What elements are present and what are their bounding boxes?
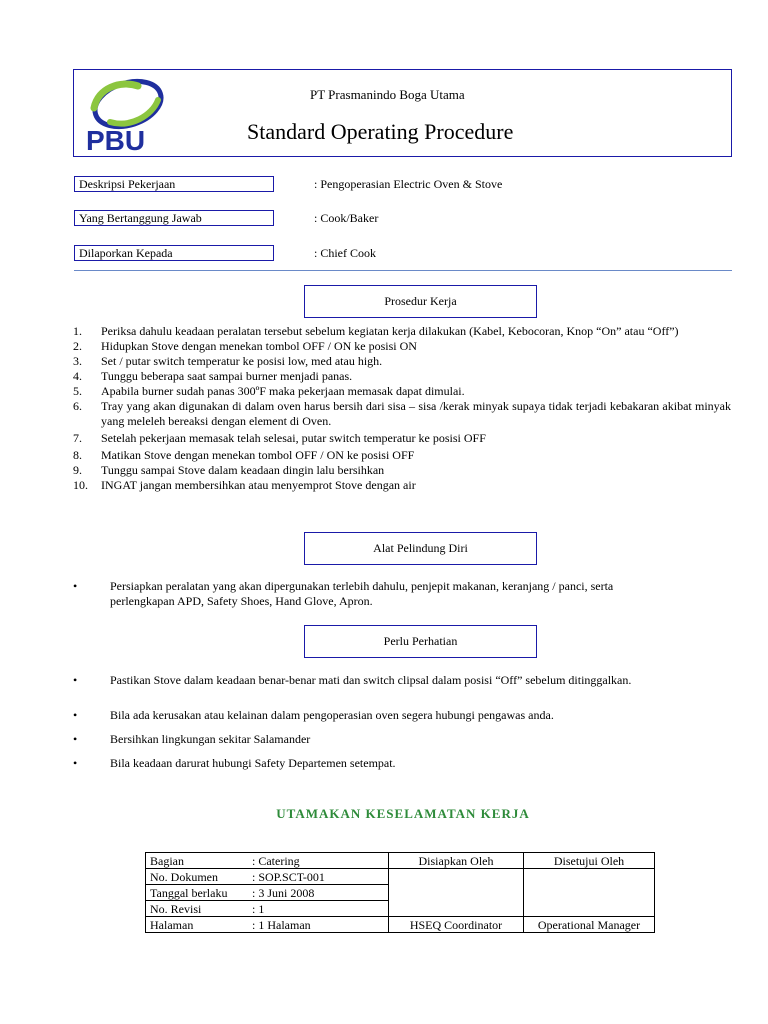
- procedure-step: 8. Matikan Stove dengan menekan tombol OFF / ON ke posisi OFF: [73, 448, 415, 462]
- section-prosedur-kerja: Prosedur Kerja: [304, 285, 537, 318]
- approved-by: Operational Manager: [524, 917, 655, 933]
- procedure-step: 2. Hidupkan Stove dengan menekan tombol OFF / ON ke posisi ON: [73, 339, 417, 353]
- safety-slogan: UTAMAKAN KESELAMATAN KERJA: [276, 806, 530, 821]
- document-control-table: [145, 852, 655, 933]
- info-label-tanggung-jawab: Yang Bertanggung Jawab: [74, 210, 274, 226]
- procedure-step: 7. Setelah pekerjaan memasak telah selesai, putar switch temperatur ke posisi OFF: [73, 431, 486, 445]
- bullet-icon: •: [73, 732, 78, 746]
- procedure-step: 6. Tray yang akan digunakan di dalam oven harus bersih dari sisa – sisa /kerak minyak supaya tidak terjadi kebakaran akibat minyak yang meleleh bereaksi dengan element di Oven.: [73, 399, 731, 428]
- pbu-logo-icon: [80, 76, 180, 154]
- list-item: • Bersihkan lingkungan sekitar Salamander: [73, 732, 311, 746]
- pbu-logo: [80, 76, 180, 154]
- info-value-dilaporkan: : Chief Cook: [314, 246, 376, 260]
- page-title: Standard Operating Procedure: [247, 119, 514, 144]
- approved-signature-cell: [524, 869, 655, 917]
- list-item: • Bila keadaan darurat hubungi Safety Departemen setempat.: [73, 756, 396, 770]
- section-alat-pelindung-diri: Alat Pelindung Diri: [304, 532, 537, 565]
- procedure-step: 10. INGAT jangan membersihkan atau menyemprot Stove dengan air: [73, 478, 416, 492]
- company-name: PT Prasmanindo Boga Utama: [310, 87, 465, 102]
- prepared-header: Disiapkan Oleh: [389, 853, 524, 869]
- table-row: Bagian : Catering Disiapkan Oleh Disetujui Oleh: [146, 853, 655, 869]
- bullet-icon: •: [73, 673, 78, 687]
- bullet-icon: •: [73, 756, 78, 770]
- table-row: Halaman : 1 Halaman HSEQ Coordinator Operational Manager: [146, 917, 655, 933]
- list-item: • Bila ada kerusakan atau kelainan dalam pengoperasian oven segera hubungi pengawas anda.: [73, 708, 554, 722]
- table-row: No. Dokumen : SOP.SCT-001: [146, 869, 655, 885]
- table-row: Tanggal berlaku : 3 Juni 2008: [146, 885, 655, 901]
- procedure-step: 9. Tunggu sampai Stove dalam keadaan dingin lalu bersihkan: [73, 463, 385, 477]
- table-row: No. Revisi : 1: [146, 901, 655, 917]
- section-perlu-perhatian: Perlu Perhatian: [304, 625, 537, 658]
- info-label-deskripsi: Deskripsi Pekerjaan: [74, 176, 274, 192]
- approved-header: Disetujui Oleh: [524, 853, 655, 869]
- divider: [74, 270, 732, 271]
- info-label-dilaporkan: Dilaporkan Kepada: [74, 245, 274, 261]
- procedure-step: 4. Tunggu beberapa saat sampai burner menjadi panas.: [73, 369, 353, 383]
- prepared-signature-cell: [389, 869, 524, 917]
- procedure-step: 1. Periksa dahulu keadaan peralatan tersebut sebelum kegiatan kerja dilakukan (Kabel, Kebocoran, Knop “On” atau “Off”): [73, 324, 679, 338]
- procedure-list: [73, 324, 731, 493]
- pbu-logo-text: PBU: [86, 125, 146, 154]
- procedure-step: 3. Set / putar switch temperatur ke posisi low, med atau high.: [73, 354, 383, 368]
- bullet-icon: •: [73, 708, 78, 722]
- list-item: • Pastikan Stove dalam keadaan benar-benar mati dan switch clipsal dalam posisi “Off” sebelum ditinggalkan.: [73, 673, 632, 687]
- procedure-step: 5. Apabila burner sudah panas 300ºF maka pekerjaan memasak dapat dimulai.: [73, 384, 465, 398]
- info-value-deskripsi: : Pengoperasian Electric Oven & Stove: [314, 177, 503, 191]
- prepared-by: HSEQ Coordinator: [389, 917, 524, 933]
- info-value-tanggung-jawab: : Cook/Baker: [314, 211, 379, 225]
- list-item: • Persiapkan peralatan yang akan dipergunakan terlebih dahulu, penjepit makanan, keranjang / panci, serta perlengkapan APD, Safety Shoes, Hand Glove, Apron.: [73, 579, 614, 608]
- bullet-icon: •: [73, 579, 78, 593]
